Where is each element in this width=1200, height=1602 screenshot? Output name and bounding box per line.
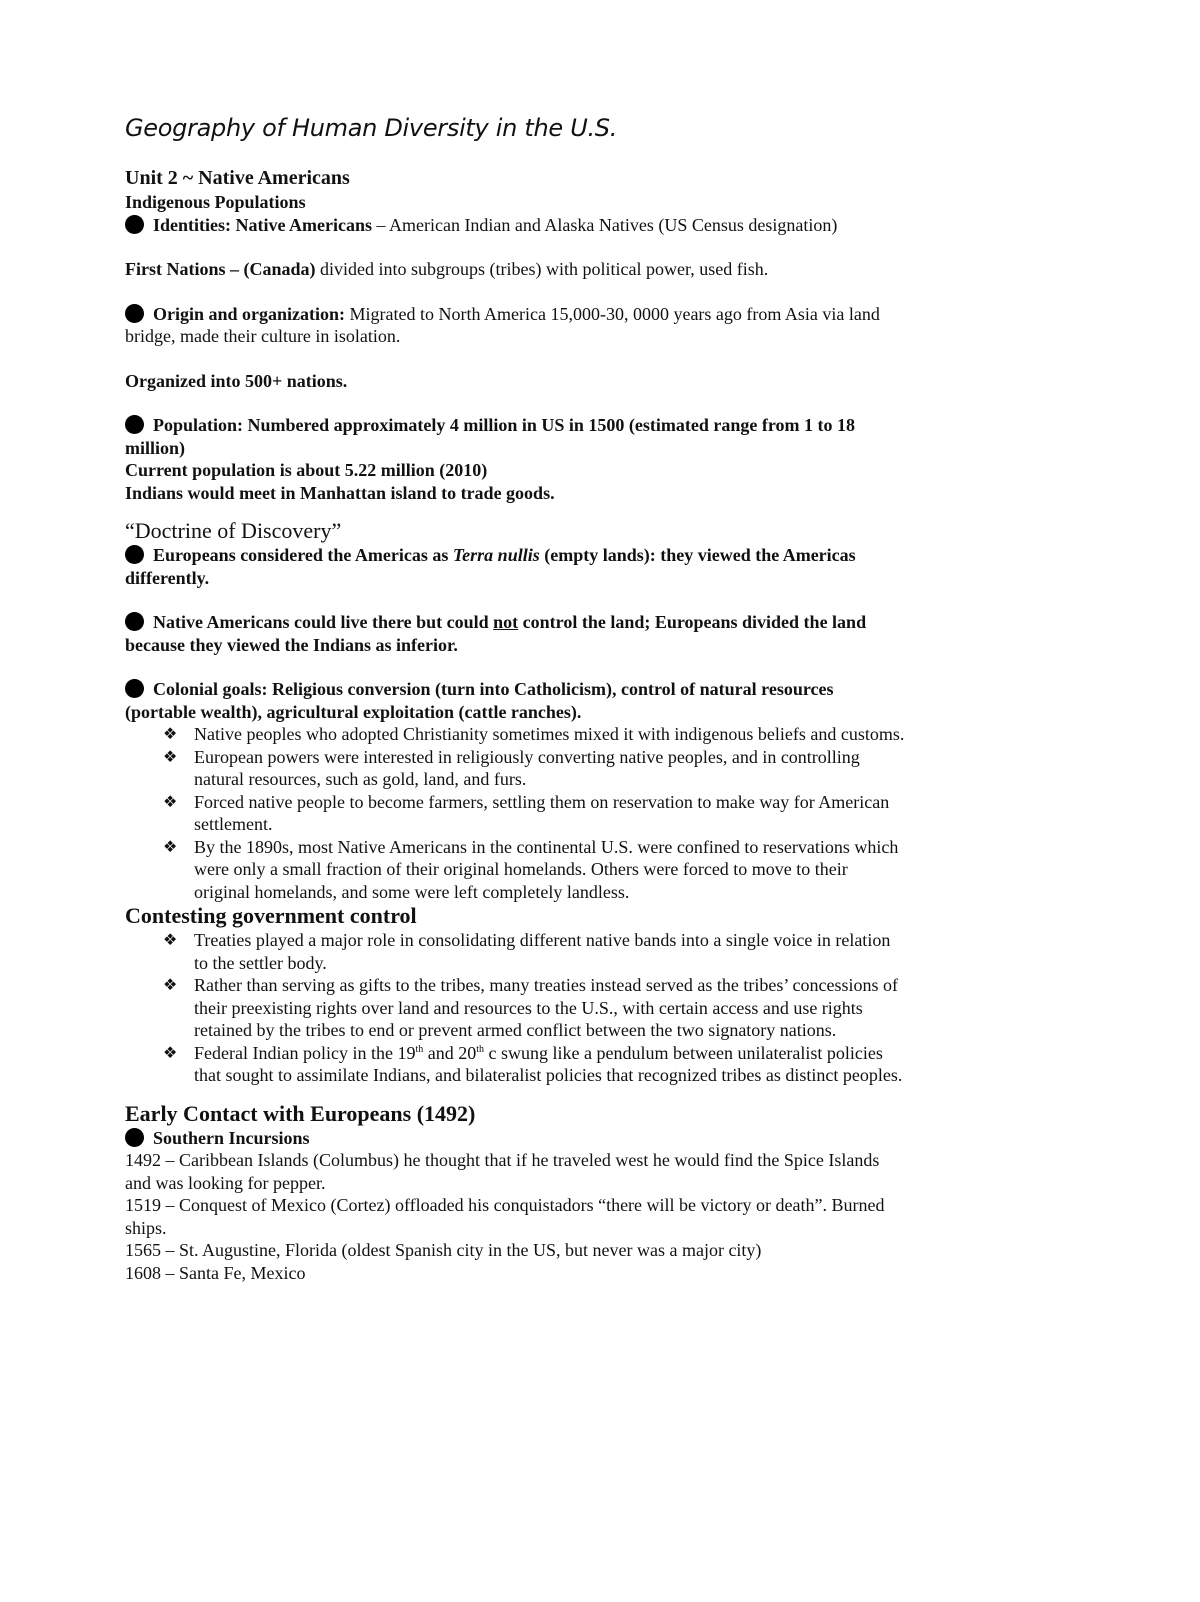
first-nations-paragraph [125, 258, 905, 281]
identities-text: – American Indian and Alaska Natives (US Census designation) [371, 214, 838, 235]
doctrine-b2-post: control the land; Europeans divided the land because they viewed the Indians as inferior. [125, 612, 867, 655]
identities-paragraph [125, 214, 905, 237]
doctrine-b2-pre: Native Americans could live there but could [153, 612, 494, 632]
doctrine-heading: “Doctrine of Discovery” [125, 518, 342, 543]
southern-incursions-heading: Southern Incursions [125, 1127, 905, 1150]
doctrine-bullet-3 [125, 678, 905, 723]
doctrine-b2-underlined: not [493, 612, 519, 632]
list-item: ❖ By the 1890s, most Native Americans in the continental U.S. were confined to reservations which were only a small fraction of their original homelands. Others were forced to move to their original homelands, and some were left completely landless. [163, 836, 899, 902]
early-contact-heading: Early Contact with Europeans (1492) [125, 1100, 476, 1126]
doctrine-b1-italic: Terra nullis [452, 545, 540, 565]
timeline-line: 1608 – Santa Fe, Mexico [125, 1262, 306, 1283]
diamond-bullet-icon: ❖ [163, 836, 178, 856]
population-line3: Indians would meet in Manhattan island to trade goods. [125, 482, 555, 503]
colonial-goals-list [125, 723, 905, 903]
list-item: ❖ Rather than serving as gifts to the tribes, many treaties instead served as the tribes’ concessions of their preexisting rights over land and resources to the U.S., with certain access and use rights retained by the tribes to end or prevent armed conflict between the two signatory nations. [163, 975, 898, 1040]
doctrine-b1-pre: Europeans considered the Americas as [153, 545, 453, 565]
identities-label: Identities: Native Americans [153, 214, 372, 235]
unit-heading: Unit 2 ~ Native Americans [125, 167, 350, 189]
timeline-line: 1492 – Caribbean Islands (Columbus) he thought that if he traveled west he would find the Spice Islands and was looking for pepper. [125, 1150, 880, 1193]
diamond-bullet-icon: ❖ [163, 975, 178, 994]
population-paragraph [125, 414, 905, 459]
contesting-list [125, 929, 905, 1087]
doctrine-bullet-1 [125, 544, 905, 589]
list-item: ❖ Forced native people to become farmers, settling them on reservation to make way for American settlement. [163, 791, 890, 834]
origin-text: Migrated to North America 15,000-30, 0000 years ago from Asia via land bridge, made their culture in isolation. [125, 303, 880, 346]
organized-paragraph: Organized into 500+ nations. [125, 370, 348, 391]
document-title: Geography of Human Diversity in the U.S. [125, 114, 618, 142]
diamond-bullet-icon: ❖ [163, 724, 178, 743]
origin-paragraph [125, 303, 905, 348]
contesting-heading: Contesting government control [125, 903, 417, 928]
document-page [125, 112, 905, 1284]
first-nations-text: divided into subgroups (tribes) with political power, used fish. [315, 259, 769, 279]
timeline-line: 1519 – Conquest of Mexico (Cortez) offloaded his conquistadors “there will be victory or death”. Burned ships. [125, 1195, 885, 1238]
list-item: ❖ Native peoples who adopted Christianity sometimes mixed it with indigenous beliefs and customs. [163, 724, 905, 744]
diamond-bullet-icon: ❖ [163, 791, 178, 811]
first-nations-label: First Nations – (Canada) [125, 259, 316, 279]
doctrine-bullet-2 [125, 611, 905, 656]
list-item: ❖ Treaties played a major role in consolidating different native bands into a single voice in relation to the settler body. [163, 930, 891, 973]
population-line1: Population: Numbered approximately 4 million in US in 1500 (estimated range from 1 to 18 million) [125, 415, 855, 458]
list-item: ❖ European powers were interested in religiously converting native peoples, and in controlling natural resources, such as gold, land, and furs. [163, 746, 860, 789]
diamond-bullet-icon: ❖ [163, 1042, 178, 1062]
timeline-line: 1565 – St. Augustine, Florida (oldest Spanish city in the US, but never was a major city) [125, 1240, 762, 1260]
indigenous-heading: Indigenous Populations [125, 192, 306, 212]
bullet-icon [125, 545, 144, 564]
origin-label: Origin and organization: [153, 303, 346, 324]
diamond-bullet-icon: ❖ [163, 746, 178, 766]
list-item: ❖ Federal Indian policy in the 19th and 20th c swung like a pendulum between unilateralist policies that sought to assimilate Indians, and bilateralist policies that recognized tribes as distinct peoples. [163, 1042, 903, 1085]
bullet-icon [125, 415, 144, 434]
doctrine-b3-text: Colonial goals: Religious conversion (turn into Catholicism), control of natural resources (portable wealth), agricultural exploitation (cattle ranches). [125, 679, 834, 722]
bullet-icon [125, 304, 144, 323]
doctrine-b1-post: (empty lands): they viewed the Americas differently. [125, 545, 856, 588]
bullet-icon [125, 1128, 144, 1147]
bullet-icon [125, 679, 144, 698]
bullet-icon [125, 215, 144, 234]
population-line2: Current population is about 5.22 million (2010) [125, 460, 488, 480]
bullet-icon [125, 612, 144, 631]
diamond-bullet-icon: ❖ [163, 930, 178, 949]
